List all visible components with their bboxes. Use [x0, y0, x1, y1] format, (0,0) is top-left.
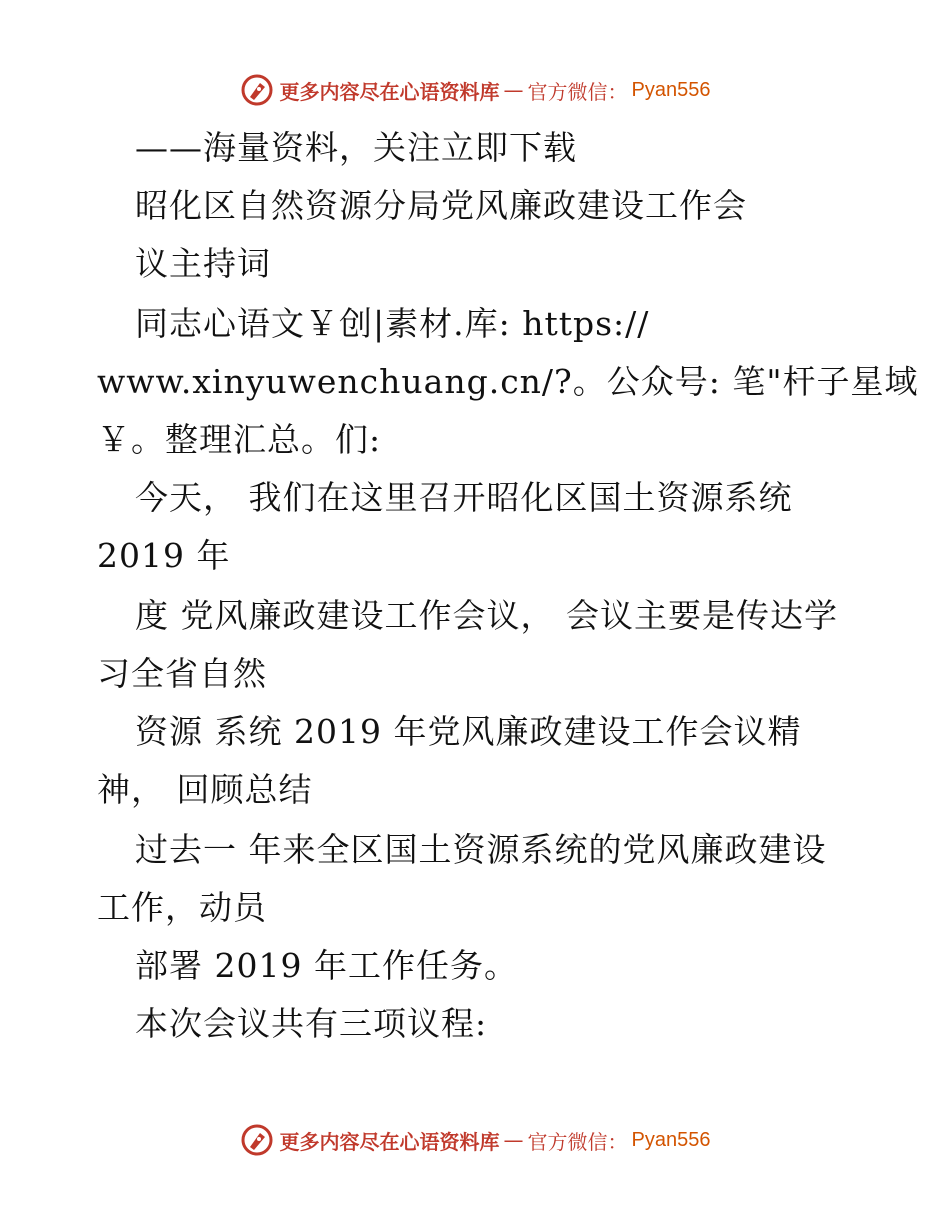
- banner-wechat-label: 官方微信：: [527, 1129, 628, 1154]
- banner-wechat-label: 官方微信：: [527, 79, 628, 104]
- text-line: 过去一 年来全区国土资源系统的党风廉政建设: [135, 830, 827, 869]
- text-line: 同志心语文￥创|素材.库: https://: [135, 304, 650, 343]
- footer-banner: [0, 1120, 950, 1160]
- text-line: 议主持词: [135, 244, 271, 283]
- banner-dash: —: [503, 1128, 524, 1152]
- banner-dash: —: [503, 78, 524, 102]
- banner-wechat-id: Pyan556: [631, 78, 711, 101]
- text-line: 本次会议共有三项议程:: [135, 1004, 488, 1043]
- text-line: ￥。整理汇总。们:: [97, 420, 382, 459]
- text-line: 资源 系统 2019 年党风廉政建设工作会议精: [135, 712, 802, 751]
- text-line: 今天， 我们在这里召开昭化区国土资源系统: [135, 478, 793, 517]
- banner-wechat-id: Pyan556: [631, 1128, 711, 1151]
- text-line: 神， 回顾总结: [97, 770, 313, 809]
- banner-main-text: 更多内容尽在心语资料库: [279, 79, 500, 104]
- text-line: 2019 年: [97, 536, 231, 575]
- text-line: 习全省自然: [97, 654, 267, 693]
- text-line: 工作，动员: [97, 888, 267, 927]
- banner-main-text: 更多内容尽在心语资料库: [279, 1129, 500, 1154]
- text-line: 昭化区自然资源分局党风廉政建设工作会: [135, 186, 747, 225]
- text-line: ——海量资料，关注立即下载: [135, 128, 577, 167]
- text-line: 度 党风廉政建设工作会议， 会议主要是传达学: [135, 596, 838, 635]
- pen-nib-circle-icon: [240, 1123, 274, 1157]
- header-banner: [0, 70, 950, 110]
- pen-nib-circle-icon: [240, 73, 274, 107]
- text-line: 部署 2019 年工作任务。: [135, 946, 518, 985]
- text-line: www.xinyuwenchuang.cn/?。公众号: 笔"杆子星域: [97, 362, 919, 401]
